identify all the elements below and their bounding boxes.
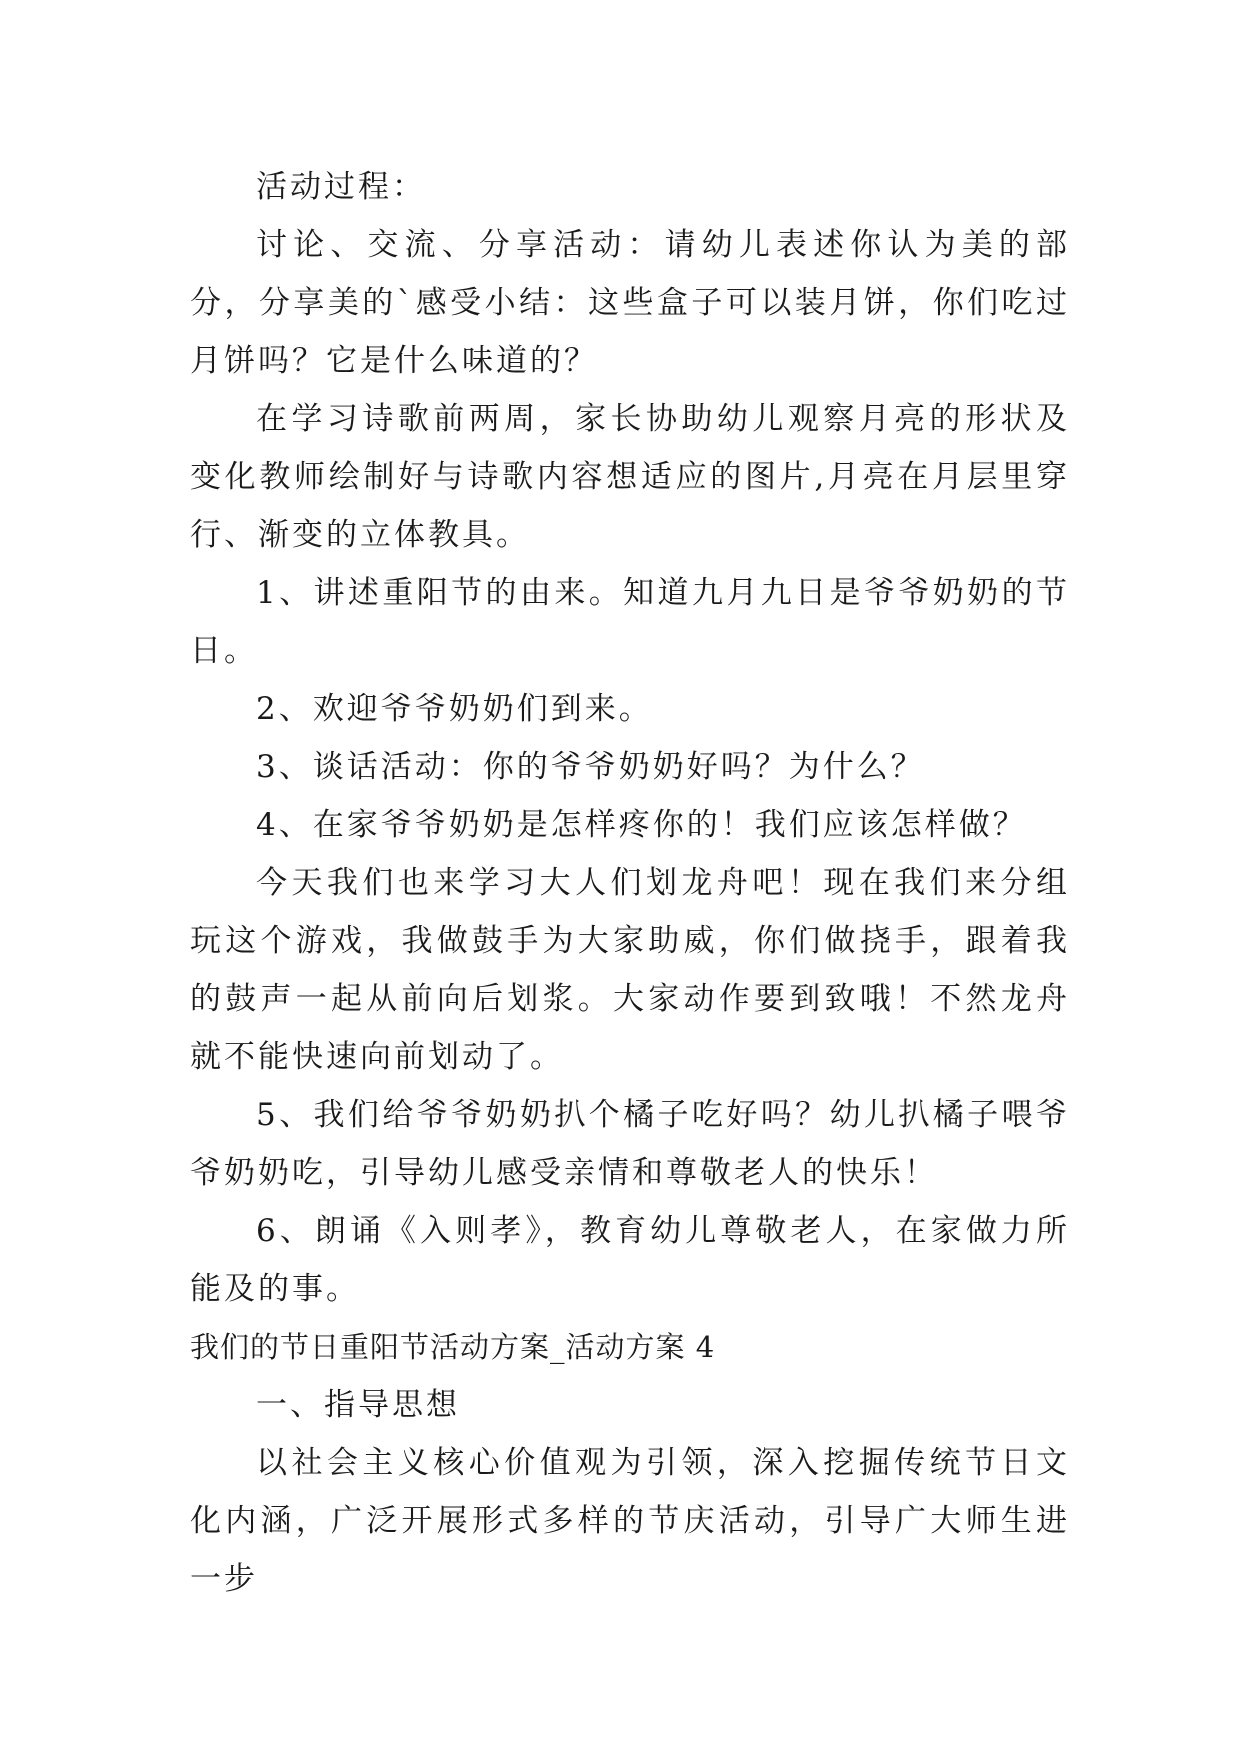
paragraph-step-1: 1、讲述重阳节的由来。知道九月九日是爷爷奶奶的节日。 bbox=[190, 575, 1070, 669]
paragraph-dragon-boat: 今天我们也来学习大人们划龙舟吧！现在我们来分组玩这个游戏，我做鼓手为大家助威，你们做挠手，跟着我的鼓声一起从前向后划浆。大家动作要到致哦！不然龙舟就不能快速向前划动了。 bbox=[190, 865, 1070, 1075]
paragraph-guiding-heading: 一、指导思想 bbox=[256, 1387, 460, 1423]
paragraph-step-5: 5、我们给爷爷奶奶扒个橘子吃好吗？幼儿扒橘子喂爷爷奶奶吃，引导幼儿感受亲情和尊敬老人的快乐！ bbox=[190, 1097, 1070, 1191]
paragraph-step-4: 4、在家爷爷奶奶是怎样疼你的！我们应该怎样做？ bbox=[256, 807, 1027, 843]
paragraph-step-2: 2、欢迎爷爷奶奶们到来。 bbox=[256, 691, 653, 727]
paragraph-discussion: 讨论、交流、分享活动：请幼儿表述你认为美的部分，分享美的`感受小结：这些盒子可以装月饼，你们吃过月饼吗？它是什么味道的？ bbox=[190, 227, 1070, 379]
document-body bbox=[190, 158, 1070, 1608]
section-title: 我们的节日重阳节活动方案_活动方案 4 bbox=[190, 1330, 716, 1364]
paragraph-preparation: 在学习诗歌前两周，家长协助幼儿观察月亮的形状及变化教师绘制好与诗歌内容想适应的图片,月亮在月层里穿行、渐变的立体教具。 bbox=[190, 401, 1070, 553]
paragraph-process-heading: 活动过程： bbox=[256, 169, 426, 205]
paragraph-step-3: 3、谈话活动：你的爷爷奶奶好吗？为什么？ bbox=[256, 749, 925, 785]
paragraph-guiding-text: 以社会主义核心价值观为引领，深入挖掘传统节日文化内涵，广泛开展形式多样的节庆活动，引导广大师生进一步 bbox=[190, 1445, 1070, 1597]
paragraph-step-6: 6、朗诵《入则孝》，教育幼儿尊敬老人，在家做力所能及的事。 bbox=[190, 1213, 1070, 1307]
